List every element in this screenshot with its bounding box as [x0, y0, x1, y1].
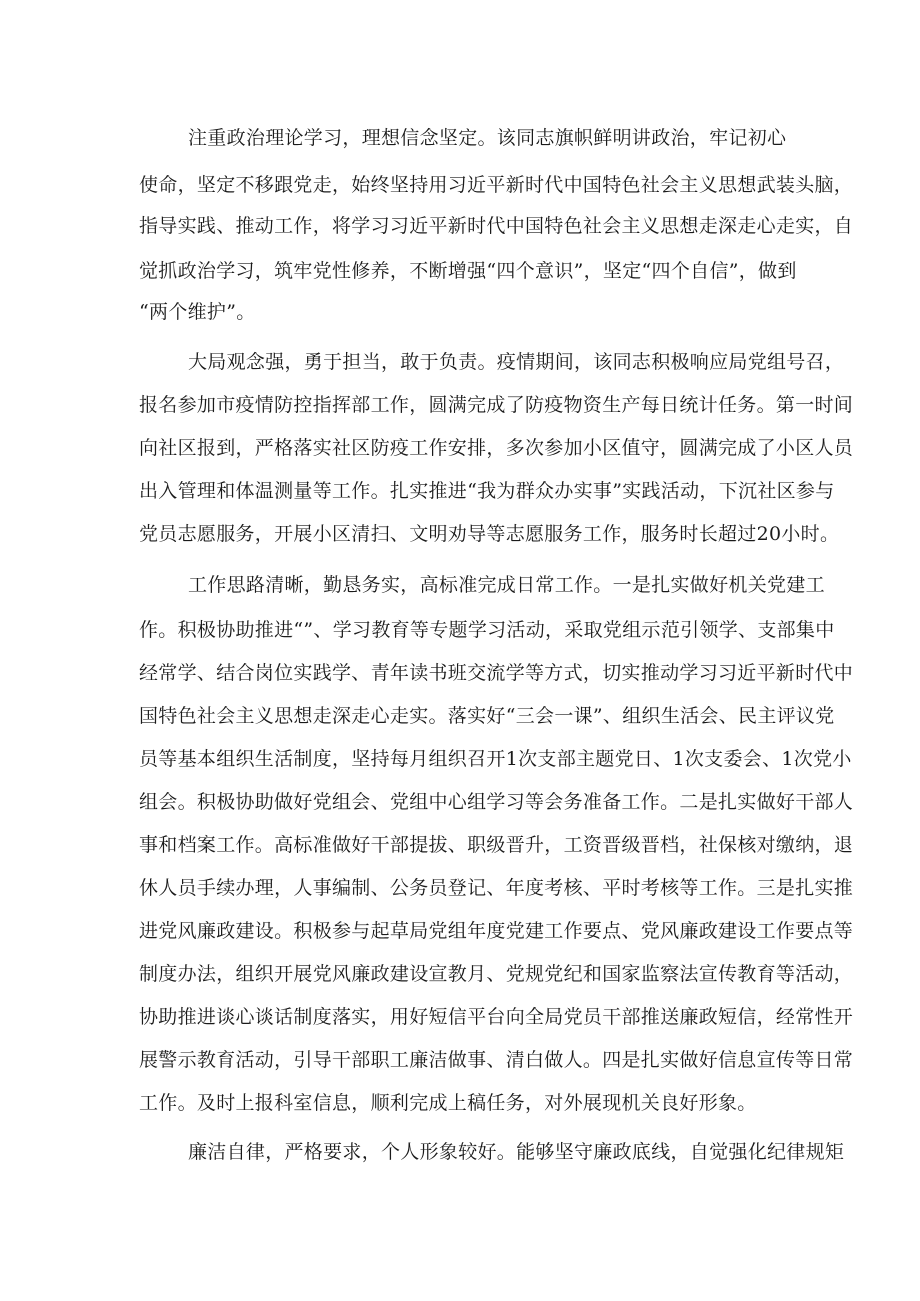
paragraph-3-line-2: 作。积极协助推进“”、学习教育等专题学习活动，采取党组示范引领学、支部集中 [139, 619, 835, 641]
paragraph-1-line-4: 觉抓政治学习，筑牢党性修养，不断增强“四个意识”，坚定“四个自信”，做到 [139, 260, 797, 282]
paragraph-3-line-13: 工作。及时上报科室信息，顺利完成上稿任务，对外展现机关良好形象。 [139, 1092, 757, 1114]
paragraph-3-line-8: 休人员手续办理，人事编制、公务员登记、年度考核、平时考核等工作。三是扎实推 [139, 877, 854, 899]
paragraph-2-line-4: 出入管理和体温测量等工作。扎实推进“我为群众办实事”实践活动，下沉社区参与 [139, 480, 835, 502]
paragraph-3-line-3: 经常学、结合岗位实践学、青年读书班交流学等方式，切实推动学习习近平新时代中 [139, 662, 854, 684]
paragraph-3-line-7: 事和档案工作。高标准做好干部提拔、职级晋升，工资晋级晋档，社保核对缴纳，退 [139, 834, 854, 856]
paragraph-2-line-5: 党员志愿服务，开展小区清扫、文明劝导等志愿服务工作，服务时长超过20小时。 [139, 523, 840, 545]
paragraph-1-line-2: 使命，坚定不移跟党走，始终坚持用习近平新时代中国特色社会主义思想武装头脑， [139, 174, 854, 196]
paragraph-3-line-1: 工作思路清晰，勤恳务实，高标准完成日常工作。一是扎实做好机关党建工 [188, 574, 825, 596]
paragraph-3-line-12: 展警示教育活动，引导干部职工廉洁做事、清白做人。四是扎实做好信息宣传等日常 [139, 1049, 854, 1071]
paragraph-3-line-6: 组会。积极协助做好党组会、党组中心组学习等会务准备工作。二是扎实做好干部人 [139, 791, 854, 813]
paragraph-1-line-3: 指导实践、推动工作，将学习习近平新时代中国特色社会主义思想走深走心走实，自 [139, 215, 854, 237]
paragraph-2-line-2: 报名参加市疫情防控指挥部工作，圆满完成了防疫物资生产每日统计任务。第一时间 [139, 394, 854, 416]
paragraph-3-line-4: 国特色社会主义思想走深走心走实。落实好“三会一课”、组织生活会、民主评议党 [139, 705, 835, 727]
paragraph-1-line-1: 注重政治理论学习，理想信念坚定。该同志旗帜鲜明讲政治，牢记初心 [188, 127, 787, 149]
paragraph-3-line-5: 员等基本组织生活制度，坚持每月组织召开1次支部主题党日、1次支委会、1次党小 [139, 748, 852, 770]
paragraph-3-line-9: 进党风廉政建设。积极参与起草局党组年度党建工作要点、党风廉政建设工作要点等 [139, 920, 854, 942]
paragraph-3-line-11: 协助推进谈心谈话制度落实，用好短信平台向全局党员干部推送廉政短信，经常性开 [139, 1006, 854, 1028]
paragraph-2-line-1: 大局观念强，勇于担当，敢于负责。疫情期间，该同志积极响应局党组号召， [188, 351, 845, 373]
paragraph-1-line-5: “两个维护”。 [139, 301, 256, 323]
paragraph-3-line-10: 制度办法，组织开展党风廉政建设宣教月、党规党纪和国家监察法宣传教育等活动， [139, 963, 854, 985]
paragraph-2-line-3: 向社区报到，严格落实社区防疫工作安排，多次参加小区值守，圆满完成了小区人员 [139, 437, 854, 459]
paragraph-4-line-1: 廉洁自律，严格要求，个人形象较好。能够坚守廉政底线，自觉强化纪律规矩 [188, 1141, 845, 1163]
